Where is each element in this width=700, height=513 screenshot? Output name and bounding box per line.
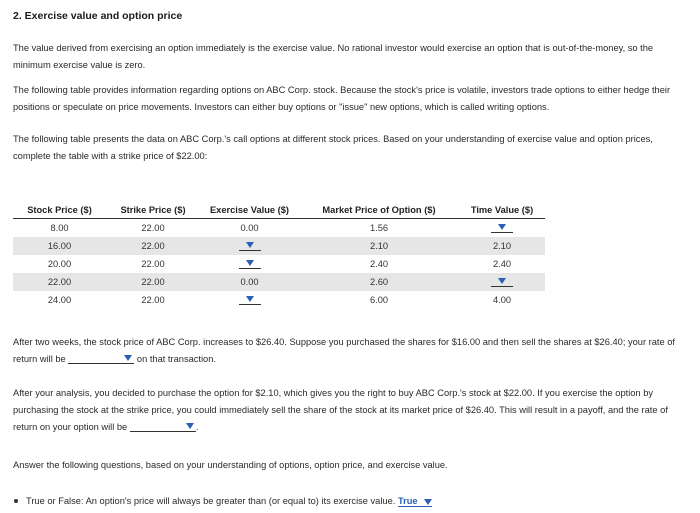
stock-price-cell: 8.00 <box>50 223 69 233</box>
time-value-dropdown[interactable] <box>459 219 545 238</box>
question-stock-return <box>13 334 688 368</box>
header-strike-price: Strike Price ($) <box>106 203 200 219</box>
question-text: After two weeks, the stock price of ABC Corp. increases to $26.40. Suppose you purchased the shares for $16.00 and then sell the shares at $26.40; your rate of return will be <box>13 337 676 364</box>
strike-price-cell: 22.00 <box>141 259 165 269</box>
true-false-answer: True <box>397 496 418 506</box>
question-text-end: . <box>195 422 199 432</box>
stock-price-cell: 16.00 <box>13 237 106 255</box>
dropdown-arrow-icon <box>498 224 506 230</box>
exercise-value-dropdown[interactable] <box>200 237 299 255</box>
true-false-dropdown[interactable] <box>398 496 432 507</box>
time-value-cell: 2.10 <box>459 237 545 255</box>
question-text: After your analysis, you decided to purchase the option for $2.10, which gives you the right to buy ABC Corp.'s stock at $22.00. If you exercise the option by purchasing the stock at the strike price, you could immediately sell the share of the stock at its market price of $26.40. This will result in a payoff, and the rate of return on your option will be <box>13 388 668 432</box>
strike-price-cell: 22.00 <box>106 273 200 291</box>
table-row <box>13 273 545 291</box>
market-price-cell: 1.56 <box>369 223 389 233</box>
dropdown-arrow-icon <box>246 296 254 302</box>
market-price-cell: 6.00 <box>369 295 389 305</box>
question-text-end: on that transaction. <box>136 354 216 364</box>
table-row <box>13 219 545 238</box>
dropdown-arrow-icon <box>124 355 132 361</box>
dropdown-arrow-icon <box>186 423 194 429</box>
time-value-cell: 4.00 <box>492 295 512 305</box>
strike-price-cell: 22.00 <box>106 237 200 255</box>
table-row <box>13 237 545 255</box>
exercise-value-dropdown[interactable] <box>200 291 299 309</box>
table-row <box>13 291 545 309</box>
exercise-value-cell: 0.00 <box>240 223 259 233</box>
header-market-price: Market Price of Option ($) <box>299 203 459 219</box>
dropdown-arrow-icon <box>498 278 506 284</box>
table-row <box>13 255 545 273</box>
market-price-cell: 2.60 <box>299 273 459 291</box>
market-price-cell: 2.10 <box>299 237 459 255</box>
dropdown-arrow-icon <box>246 260 254 266</box>
question-option-return <box>13 385 688 436</box>
stock-price-cell: 24.00 <box>47 295 72 305</box>
exercise-value-dropdown[interactable] <box>200 255 299 273</box>
bullet-icon <box>14 499 18 503</box>
header-stock-price: Stock Price ($) <box>13 203 106 219</box>
true-false-question: True or False: An option's price will always be greater than (or equal to) its exercise value. <box>26 496 396 506</box>
header-exercise-value: Exercise Value ($) <box>200 203 299 219</box>
time-value-dropdown[interactable] <box>459 273 545 291</box>
dropdown-arrow-icon <box>424 499 432 505</box>
paragraph-table-instructions: The following table presents the data on ABC Corp.'s call options at different stock prices. Based on your understanding of exercise value and option prices, complete the table with a strike price of $22.00: <box>13 134 653 161</box>
market-price-cell: 2.40 <box>369 259 389 269</box>
paragraph-exercise-value: The value derived from exercising an option immediately is the exercise value. No rational investor would exercise an option that is out-of-the-money, so the minimum exercise value is zero. <box>13 43 654 70</box>
exercise-value-cell: 0.00 <box>200 273 299 291</box>
header-time-value: Time Value ($) <box>459 203 545 219</box>
stock-price-cell: 22.00 <box>13 273 106 291</box>
strike-price-cell: 22.00 <box>141 223 165 233</box>
strike-price-cell: 22.00 <box>141 295 165 305</box>
time-value-cell: 2.40 <box>492 259 512 269</box>
section-title: 2. Exercise value and option price <box>13 10 183 22</box>
paragraph-options-intro: The following table provides information regarding options on ABC Corp. stock. Because the stock's price is volatile, investors trade options to either hedge their positions or speculate on price movements. Investors can either buy options or "issue" new options, which is called writing options. <box>13 85 671 112</box>
stock-return-dropdown[interactable] <box>68 352 134 364</box>
option-return-dropdown[interactable] <box>130 420 196 432</box>
options-table <box>13 203 545 309</box>
dropdown-arrow-icon <box>246 242 254 248</box>
true-false-item <box>10 493 685 510</box>
stock-price-cell: 20.00 <box>47 259 72 269</box>
answer-instructions: Answer the following questions, based on your understanding of options, option price, and exercise value. <box>13 460 448 470</box>
